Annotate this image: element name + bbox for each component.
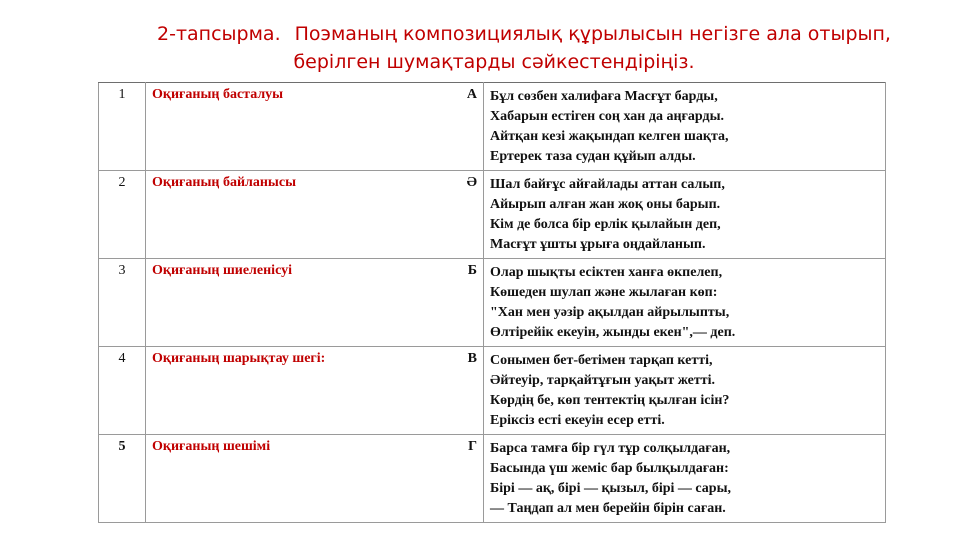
event-stage-label: Оқиғаның шарықтау шегі: — [152, 351, 326, 366]
stanza-line: Басында үш жеміс бар былқылдаған: — [490, 461, 729, 476]
event-stage-label: Оқиғаның шешімі — [152, 439, 271, 454]
stanza-cell — [484, 347, 886, 435]
stanza-letter: Ә — [466, 175, 477, 190]
stanza-line: Сонымен бет-бетімен тарқап кетті, — [490, 353, 713, 368]
stanza-letter: Г — [468, 439, 477, 454]
stanza-letter: В — [467, 351, 477, 366]
stanza-line: Олар шықты есіктен ханға өкпелеп, — [490, 265, 723, 280]
stanza-line: Көшеден шулап және жылаған көп: — [490, 285, 718, 300]
task-number: 2-тапсырма. — [157, 23, 281, 45]
stanza-line: Хабарын естіген соң хан да аңғарды. — [490, 109, 724, 124]
row-number: 1 — [99, 83, 146, 171]
stanza-line: Көрдің бе, көп тентектің қылған ісін? — [490, 393, 730, 408]
row-number: 3 — [99, 259, 146, 347]
stanza-letter: А — [466, 87, 477, 102]
event-stage-cell — [146, 83, 484, 171]
stanza-cell — [484, 435, 886, 523]
event-stage-label: Оқиғаның шиеленісуі — [152, 263, 292, 278]
event-stage-label: Оқиғаның байланысы — [152, 175, 297, 190]
stanza-line: Масғұт ұшты ұрыға оңдайланып. — [490, 237, 706, 252]
row-number: 2 — [99, 171, 146, 259]
event-stage-cell — [146, 435, 484, 523]
stanza-line: Еріксіз есті екеуін есер етті. — [490, 413, 665, 428]
task-title — [0, 20, 960, 76]
stanza-line: "Хан мен уәзір ақылдан айрылыпты, — [490, 305, 730, 320]
event-stage-cell — [146, 347, 484, 435]
row-number: 5 — [99, 435, 146, 523]
title-text-1: Поэманың композициялық құрылысын негізге ала отырып, — [294, 23, 891, 45]
matching-table — [98, 82, 886, 523]
event-stage-cell — [146, 259, 484, 347]
row-number: 4 — [99, 347, 146, 435]
stanza-line: Шал байғұс айғайлады аттан салып, — [490, 177, 725, 192]
stanza-cell — [484, 259, 886, 347]
stanza-line: Айтқан кезі жақындап келген шақта, — [490, 129, 729, 144]
table-row — [99, 347, 886, 435]
stanza-line: Барса тамға бір гүл тұр солқылдаған, — [490, 441, 731, 456]
stanza-line: Айырып алған жан жоқ оны барып. — [490, 197, 721, 212]
stanza-line: — Таңдап ал мен берейін бірін саған. — [490, 501, 726, 516]
event-stage-cell — [146, 171, 484, 259]
stanza-letter: Б — [467, 263, 477, 278]
stanza-cell — [484, 171, 886, 259]
stanza-line: Кім де болса бір ерлік қылайын деп, — [490, 217, 721, 232]
table-row — [99, 83, 886, 171]
stanza-line: Бірі — ақ, бірі — қызыл, бірі — сары, — [490, 481, 732, 496]
table-row — [99, 171, 886, 259]
stanza-line: Өлтірейік екеуін, жынды екен",— деп. — [490, 325, 736, 340]
stanza-line: Әйтеуір, тарқайтұғын уақыт жетті. — [490, 373, 716, 388]
stanza-cell — [484, 83, 886, 171]
stanza-line: Ертерек таза судан құйып алды. — [490, 149, 696, 164]
event-stage-label: Оқиғаның басталуы — [152, 87, 284, 102]
table-row — [99, 435, 886, 523]
title-line-2: берілген шумақтарды сәйкестендіріңіз. — [293, 51, 695, 73]
stanza-line: Бұл сөзбен халифаға Масғұт барды, — [490, 89, 718, 104]
table-row — [99, 259, 886, 347]
title-line-1 — [0, 20, 960, 48]
